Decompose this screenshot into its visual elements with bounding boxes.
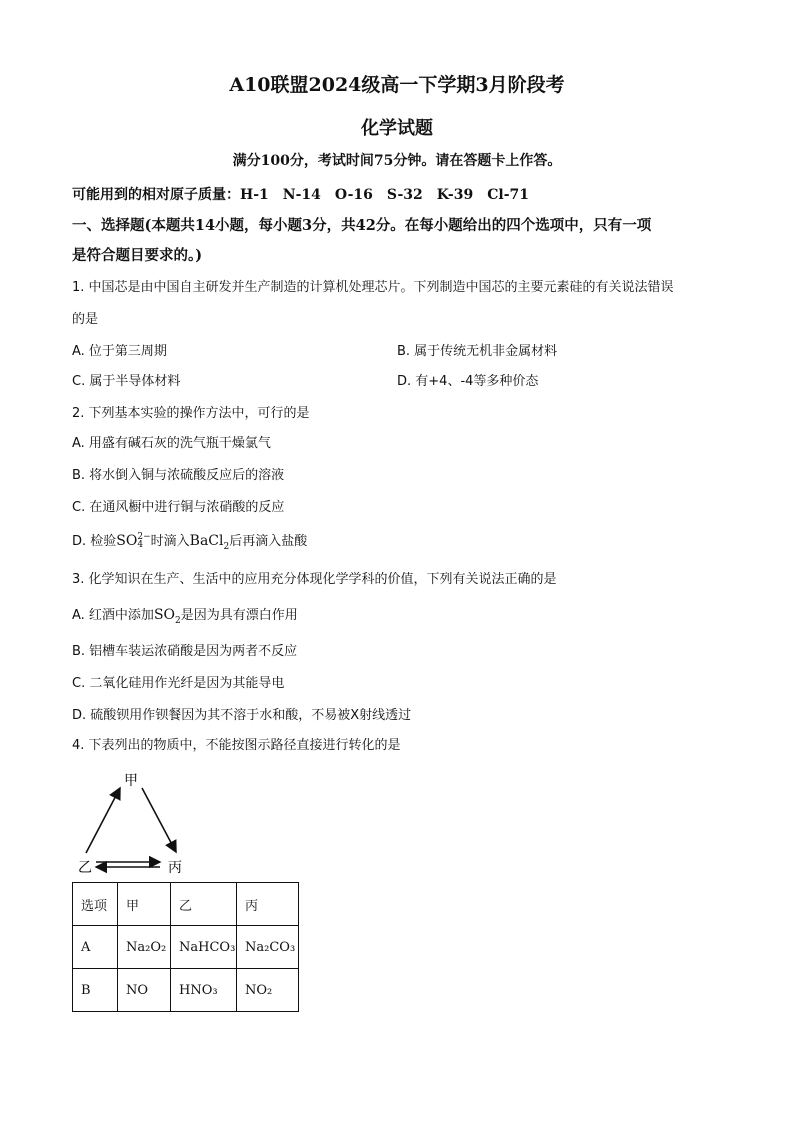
arrow-jia-to-bing bbox=[142, 788, 176, 852]
exam-info: 满分100分，考试时间75分钟。请在答题卡上作答。 bbox=[232, 153, 562, 169]
section-heading-line2: 是符合题目要求的。) bbox=[72, 247, 203, 264]
table-cell: Na₂CO₃ bbox=[237, 926, 299, 969]
q1-option-a: A. 位于第三周期 bbox=[72, 344, 167, 359]
table-cell: HNO₃ bbox=[171, 969, 237, 1012]
table-cell: A bbox=[73, 926, 118, 969]
q1-option-b: B. 属于传统无机非金属材料 bbox=[397, 344, 558, 359]
q3-option-a: A. 红酒中添加$SO_2$是因为具有漂白作用 bbox=[72, 607, 298, 626]
table-header-cell: 甲 bbox=[118, 883, 171, 926]
diagram-label-yi: 乙 bbox=[78, 860, 92, 876]
q2-option-c: C. 在通风橱中进行铜与浓硝酸的反应 bbox=[72, 500, 285, 515]
q4-stem: 4. 下表列出的物质中，不能按图示路径直接进行转化的是 bbox=[72, 738, 401, 753]
q1-option-c: C. 属于半导体材料 bbox=[72, 374, 181, 389]
bacl2-formula: BaCl$_2$ bbox=[189, 533, 230, 552]
so2-formula: $SO_2$ bbox=[153, 607, 181, 626]
exam-title: A10联盟2024级高一下学期3月阶段考 bbox=[229, 74, 565, 96]
q2-option-a: A. 用盛有碱石灰的洗气瓶干燥氯气 bbox=[72, 436, 271, 451]
table-cell: B bbox=[73, 969, 118, 1012]
q3-option-b: B. 铝槽车装运浓硝酸是因为两者不反应 bbox=[72, 644, 298, 659]
diagram-label-jia: 甲 bbox=[124, 773, 138, 789]
table-header-row bbox=[73, 883, 299, 926]
table-header-cell: 选项 bbox=[73, 883, 118, 926]
sulfate-formula: SO 2− 4 bbox=[116, 532, 151, 550]
diagram-label-bing: 丙 bbox=[168, 860, 182, 876]
q4-options-table bbox=[72, 882, 299, 1012]
q2-option-b: B. 将水倒入铜与浓硫酸反应后的溶液 bbox=[72, 468, 285, 483]
section-heading-line1: 一、选择题(本题共14小题，每小题3分，共42分。在每小题给出的四个选项中，只有一项 bbox=[72, 217, 652, 234]
table-header-cell: 丙 bbox=[237, 883, 299, 926]
q1-option-d: D. 有+4、-4等多种价态 bbox=[397, 374, 539, 389]
q1-stem-line1: 1. 中国芯是由中国自主研发并生产制造的计算机处理芯片。下列制造中国芯的主要元素硅的有关说法错误 bbox=[72, 280, 674, 295]
table-row bbox=[73, 969, 299, 1012]
table-cell: Na₂O₂ bbox=[118, 926, 171, 969]
q3-option-c: C. 二氧化硅用作光纤是因为其能导电 bbox=[72, 676, 285, 691]
q1-stem-line2: 的是 bbox=[72, 312, 99, 327]
exam-subtitle: 化学试题 bbox=[361, 118, 433, 139]
table-row bbox=[73, 926, 299, 969]
q2-stem: 2. 下列基本实验的操作方法中，可行的是 bbox=[72, 406, 310, 421]
arrow-yi-to-jia bbox=[86, 788, 120, 853]
q3-option-d: D. 硫酸钡用作钡餐因为其不溶于水和酸，不易被X射线透过 bbox=[72, 708, 412, 723]
table-cell: NaHCO₃ bbox=[171, 926, 237, 969]
q3-stem: 3. 化学知识在生产、生活中的应用充分体现化学学科的价值，下列有关说法正确的是 bbox=[72, 572, 557, 587]
table-cell: NO₂ bbox=[237, 969, 299, 1012]
table-header-cell: 乙 bbox=[171, 883, 237, 926]
q2-option-d: D. 检验SO 2− 4 时滴入BaCl$_2$后再滴入盐酸 bbox=[72, 532, 308, 552]
conversion-diagram bbox=[72, 768, 202, 878]
table-cell: NO bbox=[118, 969, 171, 1012]
atomic-masses: 可能用到的相对原子质量：H-1 N-14 O-16 S-32 K-39 Cl-71 bbox=[72, 187, 529, 203]
